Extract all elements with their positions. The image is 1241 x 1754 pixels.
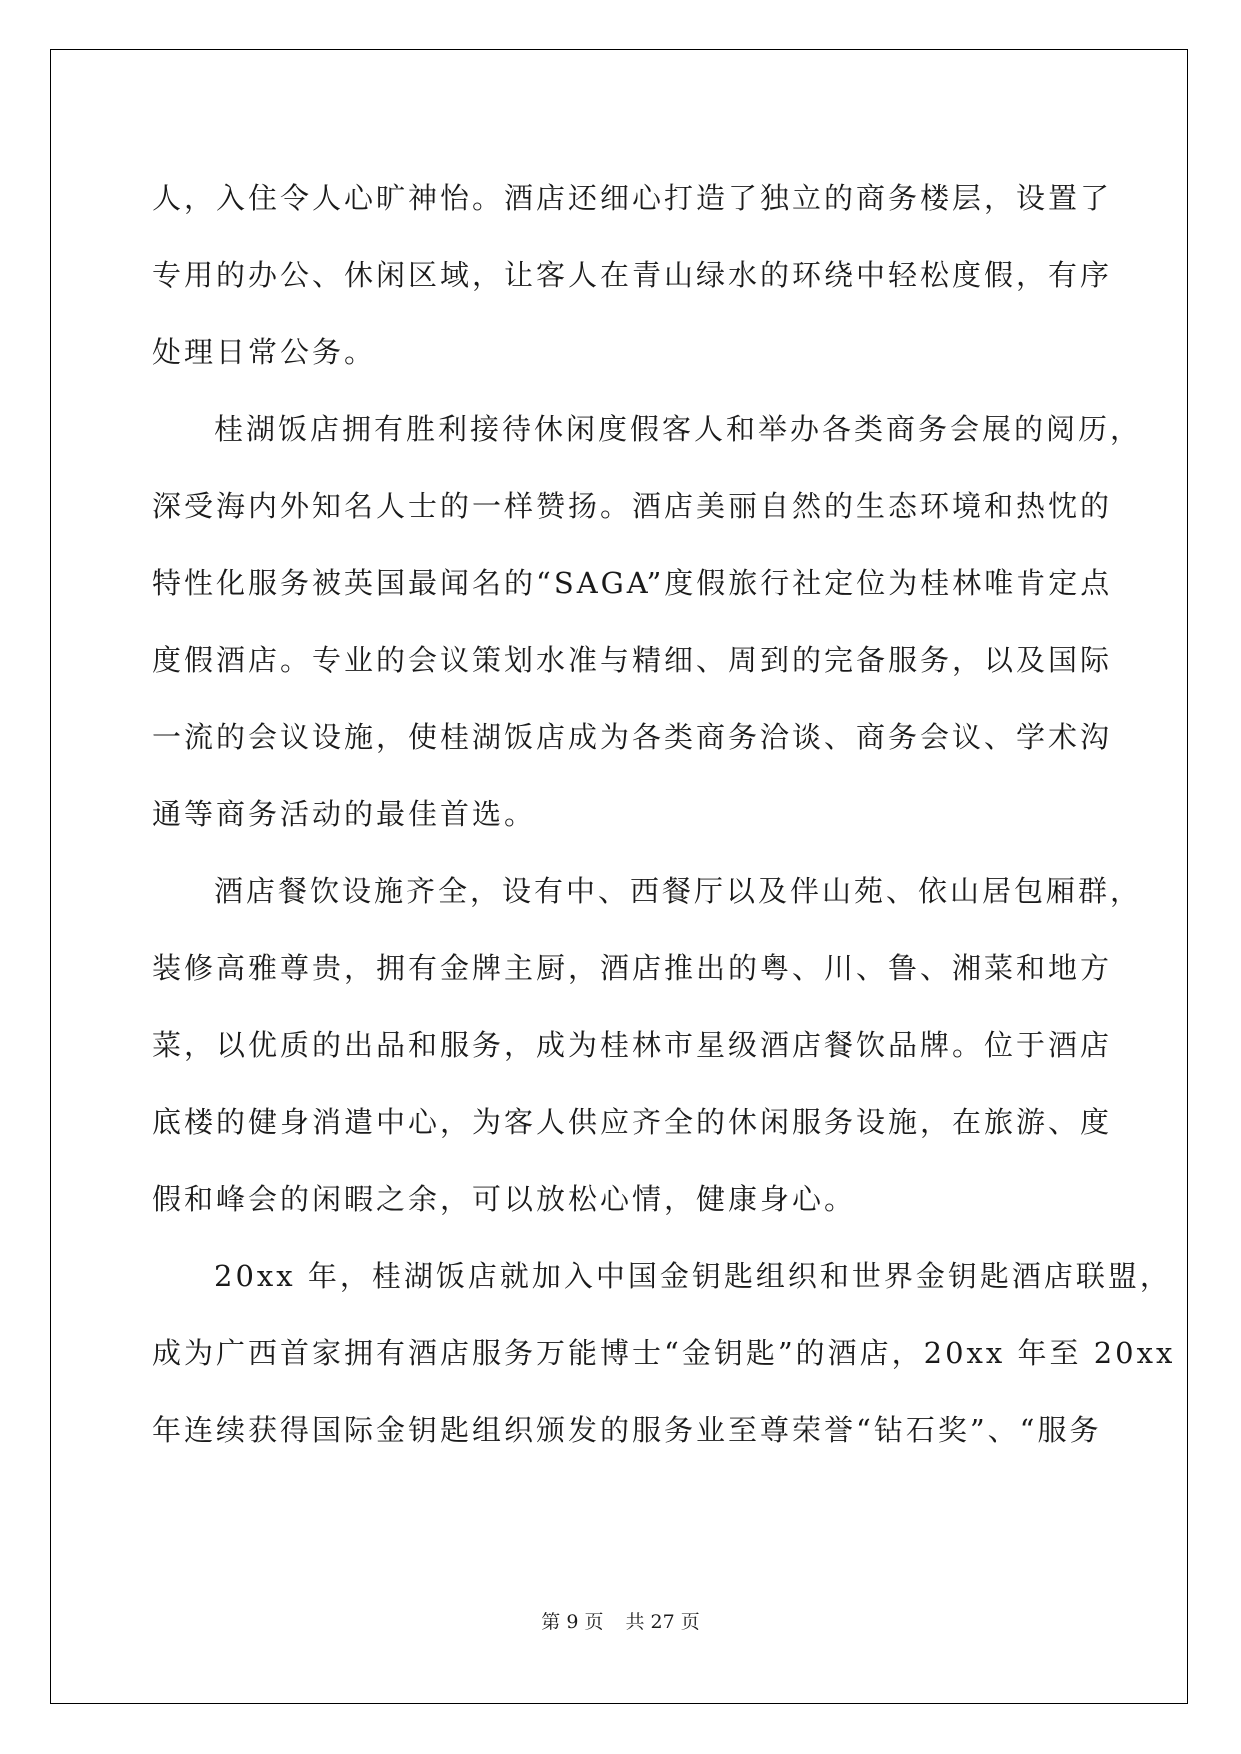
page-number: 第 9 页	[541, 1611, 604, 1633]
text-line: 处理日常公务。	[152, 335, 377, 369]
text-line: 专用的办公、休闲区域，让客人在青山绿水的环绕中轻松度假，有序	[152, 258, 1113, 292]
text-line: 人，入住令人心旷神怡。酒店还细心打造了独立的商务楼层，设置了	[152, 181, 1113, 215]
text-line: 特性化服务被英国最闻名的“SAGA”度假旅行社定位为桂林唯肯定点	[152, 566, 1113, 600]
page-footer	[0, 1607, 1241, 1634]
paragraph-first-line: 酒店餐饮设施齐全，设有中、西餐厅以及伴山苑、依山居包厢群，	[214, 874, 1143, 908]
text-line: 装修高雅尊贵，拥有金牌主厨，酒店推出的粤、川、鲁、湘菜和地方	[152, 951, 1113, 985]
page-total: 共 27 页	[625, 1611, 700, 1633]
text-line: 假和峰会的闲暇之余，可以放松心情，健康身心。	[152, 1182, 857, 1216]
paragraph-first-line: 20xx 年，桂湖饭店就加入中国金钥匙组织和世界金钥匙酒店联盟，	[214, 1259, 1172, 1293]
text-line: 菜，以优质的出品和服务，成为桂林市星级酒店餐饮品牌。位于酒店	[152, 1028, 1113, 1062]
text-line: 深受海内外知名人士的一样赞扬。酒店美丽自然的生态环境和热忱的	[152, 489, 1113, 523]
text-line: 通等商务活动的最佳首选。	[152, 797, 537, 831]
text-line: 年连续获得国际金钥匙组织颁发的服务业至尊荣誉“钻石奖”、“服务	[152, 1413, 1102, 1447]
text-line: 一流的会议设施，使桂湖饭店成为各类商务洽谈、商务会议、学术沟	[152, 720, 1113, 754]
text-line: 成为广西首家拥有酒店服务万能博士“金钥匙”的酒店，20xx 年至 20xx	[152, 1336, 1176, 1370]
text-line: 底楼的健身消遣中心，为客人供应齐全的休闲服务设施，在旅游、度	[152, 1105, 1113, 1139]
paragraph-first-line: 桂湖饭店拥有胜利接待休闲度假客人和举办各类商务会展的阅历，	[214, 412, 1143, 446]
document-body	[152, 160, 1176, 1469]
text-line: 度假酒店。专业的会议策划水准与精细、周到的完备服务，以及国际	[152, 643, 1113, 677]
